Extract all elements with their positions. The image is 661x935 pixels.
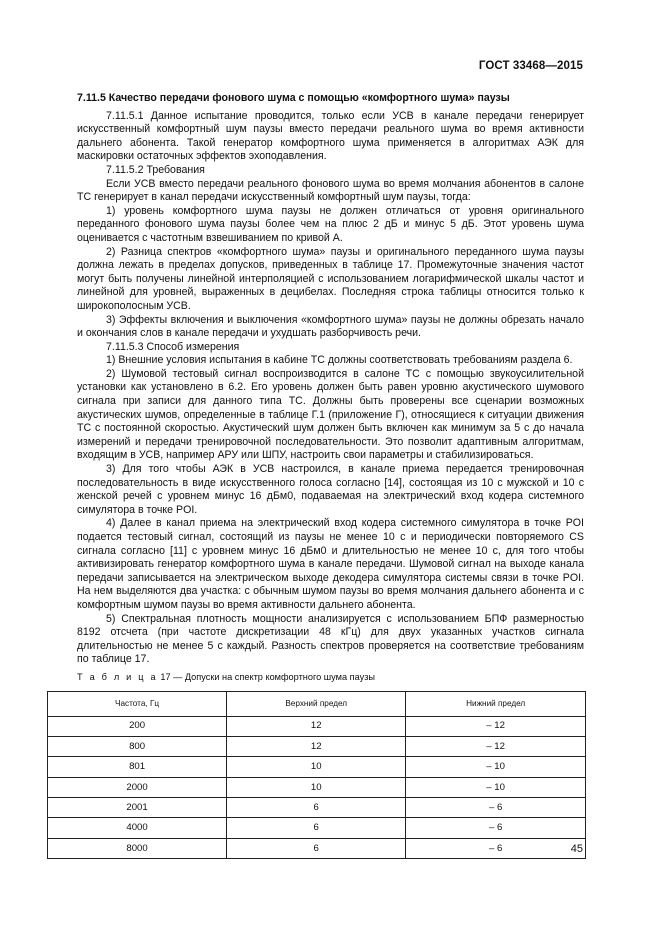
table-row [48, 838, 586, 858]
table-cell: 6 [227, 838, 406, 858]
column-header-lower-limit: Нижний предел [406, 691, 586, 716]
table-cell: 2001 [48, 798, 227, 818]
table-cell: 10 [227, 777, 406, 797]
section-content [77, 92, 584, 859]
list-item: 2) Шумовой тестовый сигнал воспроизводится в салоне ТС с помощью звукоусилительной установки как установлено в 6.2. Его уровень должен быть равен уровню акустического шумового сигнала при записи для данного типа ТС. Должны быть проверены все сценарии возможных акустических шумов, определенные в таблице Г.1 (приложение Г), относящиеся к ситуации движения ТС с постоянной скоростью. Акустический шум должен быть включен как минимум за 5 с до начала измерений и передачи тренировочной последовательности. Это позволит адаптивным алгоритмам, входящим в УСВ, например АРУ или ШПУ, настроить свои параметры и стабилизироваться. [77, 367, 584, 462]
table-cell: – 6 [406, 838, 586, 858]
column-header-frequency: Частота, Гц [48, 691, 227, 716]
table-cell: 8000 [48, 838, 227, 858]
table-cell: 10 [227, 757, 406, 777]
table-header-row [48, 691, 586, 716]
table-caption [77, 671, 584, 685]
table-cell: 200 [48, 716, 227, 736]
table-cell: 6 [227, 798, 406, 818]
table-cell: – 12 [406, 716, 586, 736]
table-cell: 12 [227, 716, 406, 736]
page-number: 45 [570, 843, 583, 855]
table-row [48, 818, 586, 838]
table-cell: 2000 [48, 777, 227, 797]
table-row [48, 716, 586, 736]
standard-header: ГОСТ 33468—2015 [478, 60, 583, 72]
table-row [48, 777, 586, 797]
paragraph: 7.11.5.1 Данное испытание проводится, только если УСВ в канале передачи генерирует искусственный комфортный шум паузы вместо передачи реального шума во время активности дальнего абонента. Такой генератор комфортного шума применяется в алгоритмах АЭК для маскировки остаточных эффектов эхоподавления. [77, 109, 584, 163]
table-row [48, 736, 586, 756]
list-item: 4) Далее в канал приема на электрический вход кодера системного симулятора в точке POI подается тестовый сигнал, состоящий из паузы не менее 10 с и периодически повторяемого CS сигнала согласно [11] с уровнем минус 16 дБм0 и длительностью не менее 10 с, для того чтобы активизировать генератор комфортного шума в канале передачи. Шумовой сигнал на выходе канала передачи записывается на электрическом выходе декодера симулятора системы связи в точке POI. На нем выделяются два участка: с обычным шумом паузы во время молчания дальнего абонента и с комфортным шумом паузы во время активности дальнего абонента. [77, 517, 584, 611]
table-cell: 12 [227, 736, 406, 756]
tolerance-table [47, 691, 586, 860]
list-item: 1) уровень комфортного шума паузы не должен отличаться от уровня оригинального переданного фонового шума паузы более чем на плюс 2 дБ и минус 5 дБ. Этот уровень шума оценивается с частотным взвешиванием по кривой А. [77, 204, 584, 244]
subsection-title: 7.11.5.2 Требования [106, 163, 205, 176]
table-cell: 4000 [48, 818, 227, 838]
table-cell: – 6 [406, 818, 586, 838]
table-cell: – 10 [406, 777, 586, 797]
table-caption-text: 17 — Допуски на спектр комфортного шума паузы [160, 671, 376, 682]
subsection-title: 7.11.5.3 Способ измерения [106, 340, 240, 353]
list-item: 1) Внешние условия испытания в кабине ТС должны соответствовать требованиям раздела 6. [106, 354, 573, 367]
paragraph: Если УСВ вместо передачи реального фонового шума во время молчания абонентов в салоне ТС генерирует в канал передачи искусственный комфортный шум паузы, тогда: [77, 177, 584, 204]
table-caption-label: Т а б л и ц а [77, 671, 158, 682]
table-cell: – 10 [406, 757, 586, 777]
table-row [48, 757, 586, 777]
table-cell: 800 [48, 736, 227, 756]
list-item: 5) Спектральная плотность мощности анализируется с использованием БПФ размерностью 8192 отсчета (при частоте дискретизации 48 кГц) для двух указанных участков сигнала длительностью не менее 5 с каждый. Разность спектров проверяется на соответствие требованиям по таблице 17. [77, 612, 584, 666]
list-item: 3) Эффекты включения и выключения «комфортного шума» паузы не должны обрезать начало и окончания слов в канале передачи и ухудшать разборчивость речи. [77, 313, 584, 340]
table-row [48, 798, 586, 818]
table-cell: – 6 [406, 798, 586, 818]
table-cell: – 12 [406, 736, 586, 756]
table-cell: 801 [48, 757, 227, 777]
column-header-upper-limit: Верхний предел [227, 691, 406, 716]
list-item: 3) Для того чтобы АЭК в УСВ настроился, в канале приема передается тренировочная последовательность в виде искусственного голоса согласно [14], состоящая из 10 с мужской и 10 с женской речей с уровнем минус 16 дБм0, подаваемая на электрический вход кодера системного симулятора в точке POI. [77, 463, 584, 516]
table-cell: 6 [227, 818, 406, 838]
list-item: 2) Разница спектров «комфортного шума» паузы и оригинального переданного шума паузы должна лежать в пределах допусков, приведенных в таблице 17. Промежуточные значения частот могут быть получены линейной интерполяцией с использованием логарифмической шкалы частот и линейной для уровней, выраженных в децибелах. Последняя строка таблицы относится только к широкополосным УСВ. [77, 245, 584, 312]
section-heading: 7.11.5 Качество передачи фонового шума с помощью «комфортного шума» паузы [77, 92, 510, 104]
